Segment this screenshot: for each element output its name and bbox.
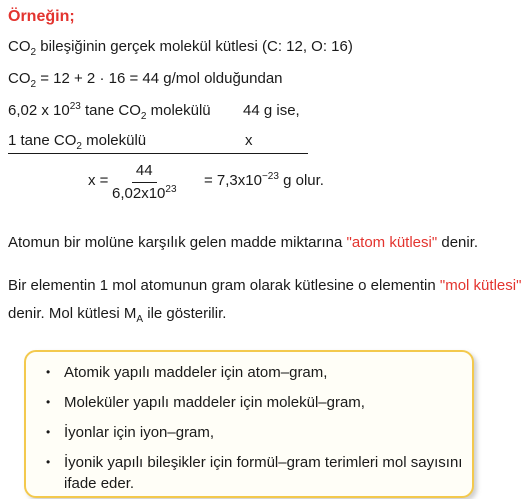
note-item-2: Moleküler yapılı maddeler için molekül–gram,	[64, 394, 365, 411]
atom-mass-definition: Atomun bir molüne karşılık gelen madde miktarına "atom kütlesi" denir.	[8, 234, 479, 251]
molar-mass-term: "mol kütlesi"	[439, 277, 522, 294]
molar-mass-definition-line-1: Bir elementin 1 mol atomunun gram olarak kütlesine o elementin "mol kütlesi"	[8, 277, 522, 294]
example-heading: Örneğin;	[8, 8, 75, 25]
note-item-4-continuation: ifade eder.	[64, 475, 135, 492]
bullet-icon: •	[46, 425, 51, 439]
example-line-3-value: 44 g ise,	[243, 102, 300, 119]
calc-result: = $7,3x10^{-23}$ g olur.	[204, 171, 324, 189]
molar-mass-definition-line-2: denir. Mol kütlesi $M_A$ ile gösterilir.	[8, 305, 227, 325]
note-item-3: İyonlar için iyon–gram,	[64, 424, 215, 441]
calc-denominator: $6,02x10^{23}$	[112, 184, 177, 202]
calc-fraction	[112, 162, 177, 203]
example-line-2: $CO_2 = 12 + 2 \cdot 16 = 44$ g/mol olduğundan	[8, 70, 283, 90]
example-line-4-value: x	[245, 132, 253, 149]
example-line-1: $CO_2$ bileşiğinin gerçek molekül kütlesi (C: 12, O: 16)	[8, 38, 353, 58]
bullet-icon: •	[46, 455, 51, 469]
calc-numerator: 44	[132, 162, 157, 183]
note-item-4: İyonik yapılı bileşikler için formül–gram terimleri mol sayısını	[64, 454, 463, 471]
example-line-4: 1 tane $CO_2$ molekülü	[8, 132, 147, 152]
bullet-icon: •	[46, 395, 51, 409]
note-item-1: Atomik yapılı maddeler için atom–gram,	[64, 364, 328, 381]
example-line-3: 6,02 x $10^{23}$ tane $CO_2$ molekülü	[8, 101, 211, 122]
terminology-note-box	[24, 350, 474, 498]
proportion-divider	[8, 153, 308, 154]
calc-lhs: x =	[88, 172, 109, 189]
atom-mass-term: "atom kütlesi"	[346, 234, 438, 251]
bullet-icon: •	[46, 365, 51, 379]
